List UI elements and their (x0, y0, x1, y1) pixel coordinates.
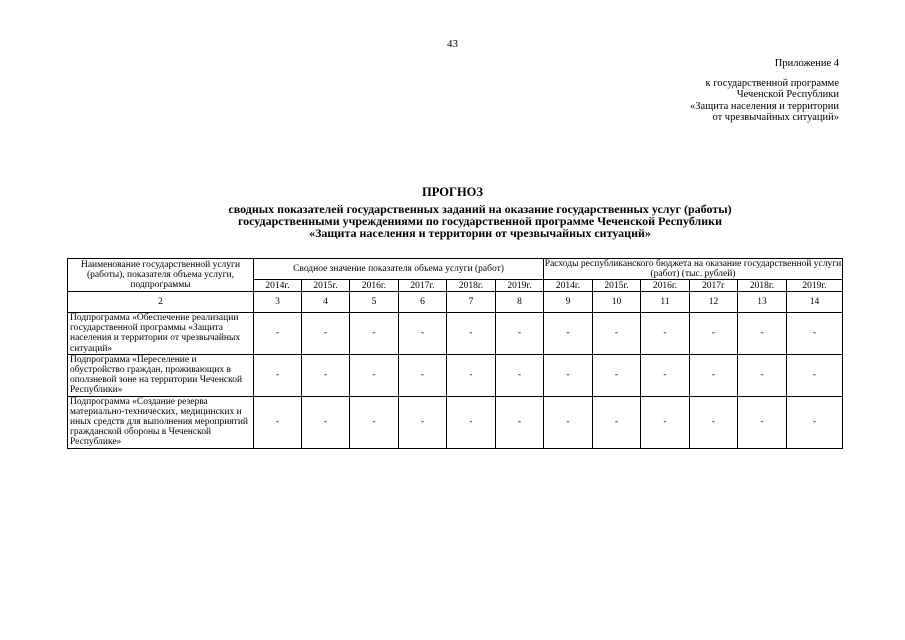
column-number: 14 (787, 292, 843, 313)
column-number: 10 (593, 292, 641, 313)
column-number: 4 (302, 292, 350, 313)
header-year: 2018г. (738, 280, 787, 292)
header-year: 2017г. (399, 280, 447, 292)
table-cell: - (399, 396, 447, 448)
header-year: 2016г. (641, 280, 690, 292)
table-cell: - (447, 354, 496, 396)
table-cell: - (690, 354, 738, 396)
subprogram-name: Подпрограмма «Переселение и обустройство граждан, проживающих в оползневой зоне на территории Чеченской Республики» (68, 354, 254, 396)
column-number-row (68, 292, 843, 313)
column-number: 3 (254, 292, 302, 313)
table-cell: - (593, 354, 641, 396)
subtitle-line: сводных показателей государственных заданий на оказание государственных услуг (работы) (228, 202, 732, 216)
table-cell: - (254, 396, 302, 448)
table-row (68, 313, 843, 355)
table-cell: - (302, 313, 350, 355)
column-number: 13 (738, 292, 787, 313)
column-number: 12 (690, 292, 738, 313)
header-year: 2017г (690, 280, 738, 292)
table-cell: - (350, 354, 399, 396)
appendix-label: Приложение 4 (774, 58, 839, 69)
header-year: 2014г. (544, 280, 593, 292)
column-number: 5 (350, 292, 399, 313)
header-year: 2019г. (496, 280, 544, 292)
table-cell: - (641, 354, 690, 396)
table-cell: - (690, 396, 738, 448)
header-year: 2018г. (447, 280, 496, 292)
document-subtitle (100, 203, 860, 239)
column-number: 6 (399, 292, 447, 313)
table-cell: - (350, 396, 399, 448)
appendix-line: к государственной программе (705, 77, 839, 89)
header-year: 2016г. (350, 280, 399, 292)
table-cell: - (641, 396, 690, 448)
appendix-line: Чеченской Республики (736, 89, 839, 100)
table-cell: - (690, 313, 738, 355)
table-cell: - (544, 313, 593, 355)
table-row (68, 354, 843, 396)
table-cell: - (302, 396, 350, 448)
table-cell: - (447, 396, 496, 448)
table-cell: - (593, 396, 641, 448)
table-cell: - (496, 354, 544, 396)
column-number: 2 (68, 292, 254, 313)
table-cell: - (593, 313, 641, 355)
table-cell: - (544, 396, 593, 448)
header-year: 2015г. (593, 280, 641, 292)
header-volume-indicator: Сводное значение показателя объема услуги (работ) (254, 259, 544, 280)
table-cell: - (787, 313, 843, 355)
table-cell: - (254, 354, 302, 396)
forecast-table (67, 258, 843, 449)
table-cell: - (544, 354, 593, 396)
table-cell: - (399, 313, 447, 355)
appendix-line: «Защита населения и территории (690, 100, 839, 112)
subprogram-name: Подпрограмма «Обеспечение реализации государственной программы «Защита населения и территории от чрезвычайных ситуаций» (68, 313, 254, 355)
header-year: 2014г. (254, 280, 302, 292)
table-cell: - (738, 354, 787, 396)
subtitle-line: «Защита населения и территории от чрезвычайных ситуаций» (309, 226, 651, 240)
header-year: 2019г. (787, 280, 843, 292)
table-cell: - (350, 313, 399, 355)
header-year: 2015г. (302, 280, 350, 292)
header-budget-expenses: Расходы республиканского бюджета на оказание государственной услуги (работ) (тыс. рублей) (544, 259, 842, 279)
header-service-name: Наименование государственной услуги (работы), показателя объема услуги, подпрограммы (68, 259, 254, 292)
table-cell: - (399, 354, 447, 396)
table-cell: - (641, 313, 690, 355)
page-number: 43 (447, 38, 458, 50)
table-cell: - (787, 354, 843, 396)
column-number: 9 (544, 292, 593, 313)
table-cell: - (496, 396, 544, 448)
table-cell: - (738, 396, 787, 448)
table-cell: - (302, 354, 350, 396)
table-cell: - (496, 313, 544, 355)
subprogram-name: Подпрограмма «Создание резерва материально-технических, медицинских и иных средств для выполнения мероприятий гражданской обороны в Чеченской Республике» (68, 396, 254, 448)
table-cell: - (447, 313, 496, 355)
table-cell: - (254, 313, 302, 355)
document-title: ПРОГНОЗ (421, 185, 483, 199)
appendix-block (690, 58, 839, 124)
column-number: 7 (447, 292, 496, 313)
table-cell: - (738, 313, 787, 355)
column-number: 8 (496, 292, 544, 313)
table-row (68, 396, 843, 448)
subtitle-line: государственными учреждениями по государственной программе Чеченской Республики (237, 214, 722, 228)
column-number: 11 (641, 292, 690, 313)
appendix-line: от чрезвычайных ситуаций» (712, 112, 839, 123)
table-cell: - (787, 396, 843, 448)
